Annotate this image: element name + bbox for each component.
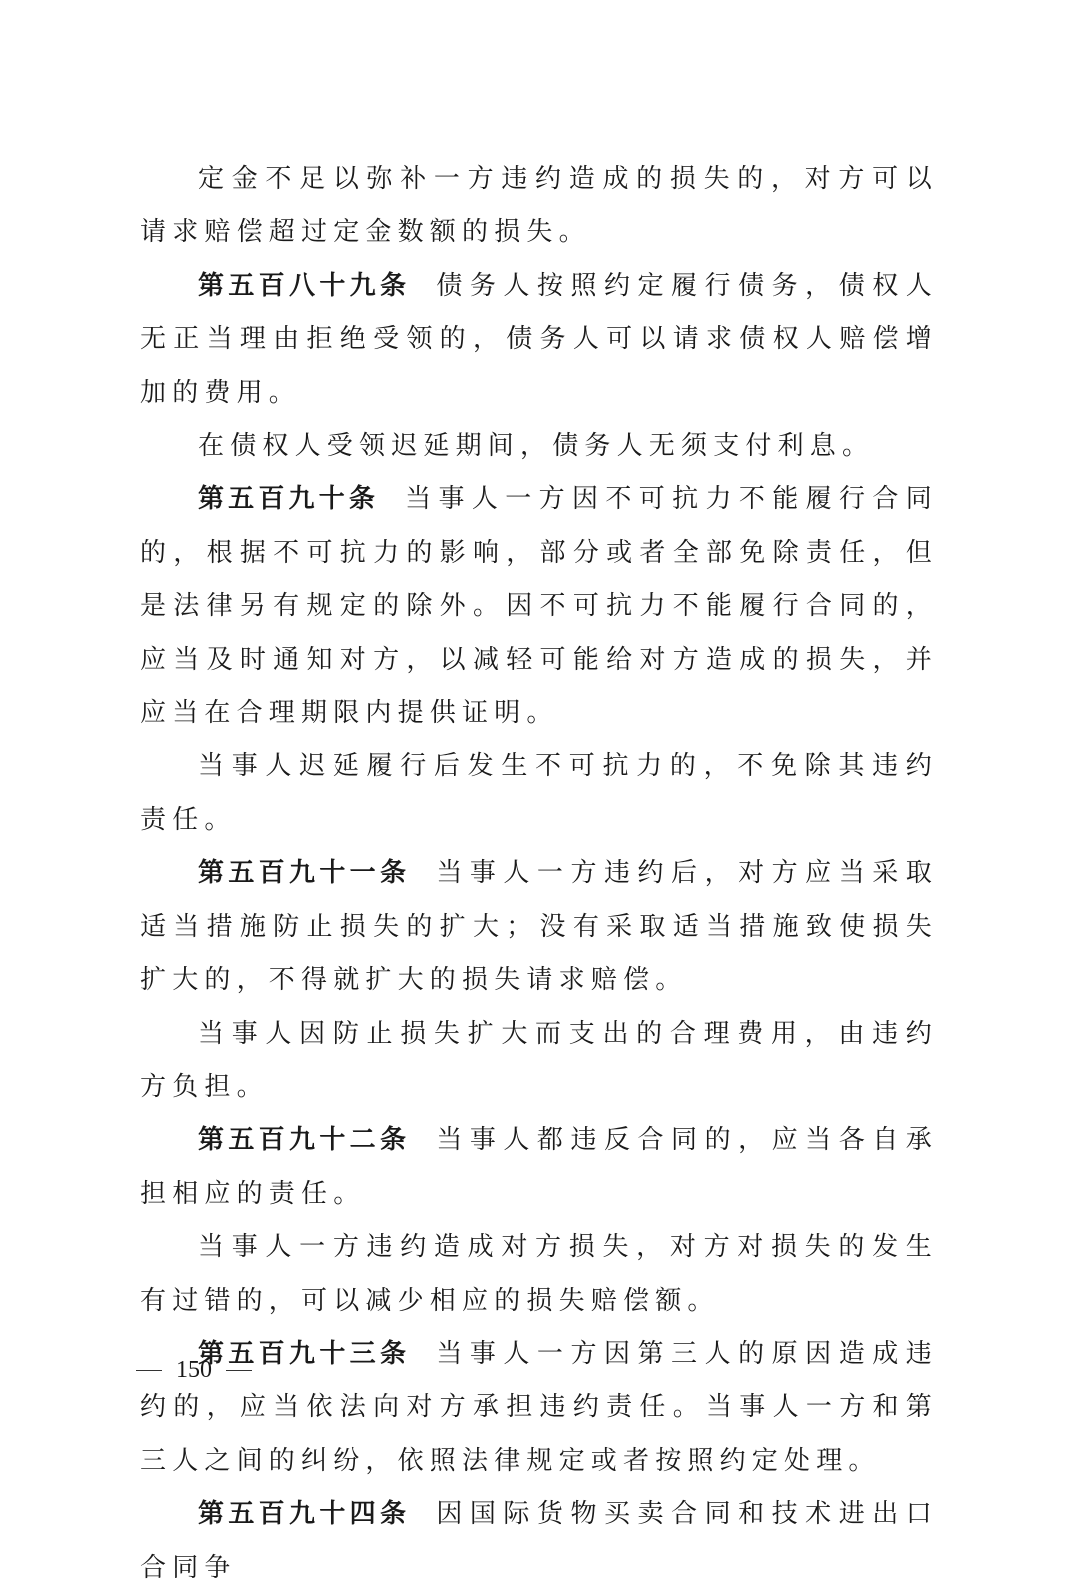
article-heading: 第五百九十三条 (198, 1338, 411, 1369)
paragraph-text: 当事人一方因第三人的原因造成违约的，应当依法向对方承担违约责任。当事人一方和第三人之间的纠纷，依照法律规定或者按照约定处理。 (140, 1338, 938, 1476)
paragraph-text: 当事人都违反合同的，应当各自承担相应的责任。 (140, 1125, 938, 1209)
article-594 (140, 1488, 938, 1595)
article-589 (140, 260, 938, 420)
article-heading: 第五百九十条 (198, 484, 380, 515)
paragraph-text: 当事人一方违约造成对方损失，对方对损失的发生有过错的，可以减少相应的损失赔偿额。 (140, 1232, 938, 1316)
paragraph-text: 定金不足以弥补一方违约造成的损失的，对方可以请求赔偿超过定金数额的损失。 (140, 164, 938, 248)
paragraph (140, 153, 938, 260)
page-number (124, 1350, 264, 1390)
paragraph-text: 债务人按照约定履行债务，债权人无正当理由拒绝受领的，债务人可以请求债权人赔偿增加的费用。 (140, 270, 938, 408)
paragraph-text: 当事人一方违约后，对方应当采取适当措施防止损失的扩大；没有采取适当措施致使损失扩大的，不得就扩大的损失请求赔偿。 (140, 858, 938, 996)
paragraph (140, 740, 938, 847)
paragraph (140, 1008, 938, 1115)
article-heading: 第五百八十九条 (198, 270, 411, 301)
paragraph-text: 当事人迟延履行后发生不可抗力的，不免除其违约责任。 (140, 751, 938, 835)
article-590 (140, 473, 938, 740)
article-591 (140, 847, 938, 1007)
dash-left (136, 1370, 162, 1371)
paragraph (140, 1221, 938, 1328)
paragraph-text: 当事人因防止损失扩大而支出的合理费用，由违约方负担。 (140, 1018, 938, 1102)
article-heading: 第五百九十二条 (198, 1125, 411, 1156)
article-heading: 第五百九十四条 (198, 1499, 411, 1530)
paragraph (140, 420, 938, 473)
paragraph-text: 因国际货物买卖合同和技术进出口合同争 (140, 1499, 938, 1583)
article-592 (140, 1114, 938, 1221)
page-number-value: 150 (176, 1356, 212, 1383)
dash-right (226, 1370, 252, 1371)
paragraph-text: 当事人一方因不可抗力不能履行合同的，根据不可抗力的影响，部分或者全部免除责任，但是法律另有规定的除外。因不可抗力不能履行合同的，应当及时通知对方，以减轻可能给对方造成的损失，并应当在合理期限内提供证明。 (140, 484, 938, 729)
article-heading: 第五百九十一条 (198, 858, 411, 889)
paragraph-text: 在债权人受领迟延期间，债务人无须支付利息。 (198, 431, 875, 462)
